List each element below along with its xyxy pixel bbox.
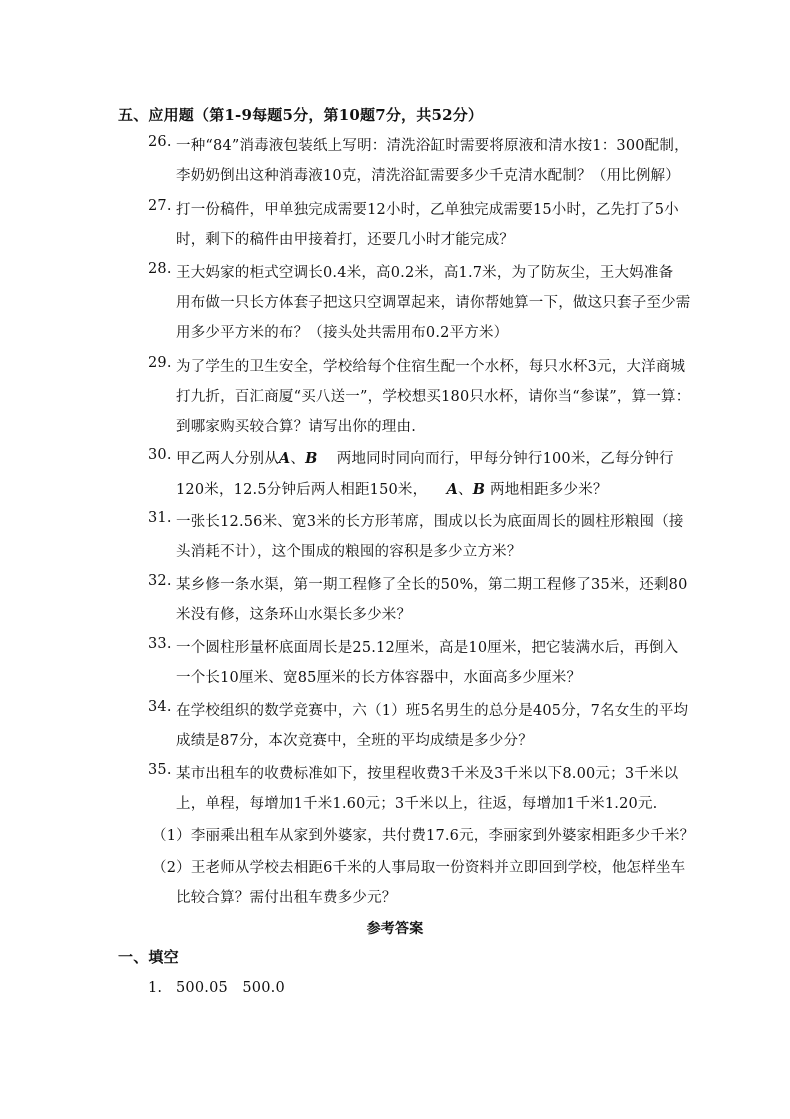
question-number: 28. — [148, 261, 172, 277]
question-text: 打一份稿件，甲单独完成需要12小时，乙单独完成需要15小时，乙先打了5小 — [176, 202, 679, 218]
question-number: 34. — [148, 699, 172, 715]
question-text: 一个圆柱形量杯底面周长是25.12厘米，高是10厘米，把它装满水后，再倒入 — [176, 640, 679, 656]
answers-heading: 参考答案 — [366, 921, 424, 937]
question-text: 一种“84”消毒液包装纸上写明：清洗浴缸时需要将原液和清水按1：300配制， — [176, 138, 689, 154]
question-text: 为了学生的卫生安全，学校给每个住宿生配一个水杯，每只水杯3元，大洋商城 — [176, 359, 686, 375]
question-text: 一张长12.56米、宽3米的长方形苇席，围成以长为底面周长的圆柱形粮囤（接 — [176, 514, 684, 530]
point-a-label: A — [278, 450, 291, 467]
point-b-label: B — [472, 481, 486, 498]
sub-question-2: （2）王老师从学校去相距6千米的人事局取一份资料并立即回到学校，他怎样坐车 — [152, 860, 686, 876]
question-28-line-3: 用多少平方米的布？（接头处共需用布0.2平方米） — [176, 325, 509, 341]
question-31-line-2: 头消耗不计），这个围成的粮囤的容积是多少立方米？ — [176, 544, 522, 560]
question-number: 27. — [148, 198, 172, 214]
sub-question-2-line-2: 比较合算？需付出租车费多少元？ — [176, 890, 397, 906]
question-30-text-b: 两地同时同向而行，甲每分钟行100米，乙每分钟行 — [336, 451, 674, 467]
question-number: 35. — [148, 762, 172, 778]
question-number: 33. — [148, 636, 172, 652]
question-32-line-2: 米没有修，这条环山水渠长多少米？ — [176, 607, 412, 623]
question-29-line-2: 打九折，百汇商厦“买八送一”，学校想买180只水杯，请你当“参谋”，算一算： — [176, 389, 691, 405]
question-text: 王大妈家的柜式空调长0.4米，高0.2米，高1.7米，为了防灰尘，王大妈准备 — [176, 265, 674, 281]
question-text: 某市出租车的收费标准如下，按里程收费3千米及3千米以下8.00元；3千米以 — [176, 766, 679, 782]
question-text — [176, 447, 674, 468]
question-33-line-2: 一个长10厘米、宽85厘米的长方体容器中，水面高多少厘米？ — [176, 670, 582, 686]
question-35-line-2: 上，单程，每增加1千米1.60元；3千米以上，往返，每增加1千米1.20元. — [176, 796, 658, 812]
point-b-label: B — [305, 450, 318, 467]
question-number: 30. — [148, 447, 172, 463]
question-number: 32. — [148, 573, 172, 589]
question-number: 29. — [148, 355, 172, 371]
point-a-label: A — [446, 481, 459, 498]
question-number: 26. — [148, 134, 172, 150]
answer-number: 1. — [148, 980, 163, 996]
answers-section-fill-in: 一、填空 — [118, 948, 179, 966]
question-34-line-2: 成绩是87分，本次竞赛中，全班的平均成绩是多少分？ — [176, 733, 533, 749]
question-text: 在学校组织的数学竞赛中，六（1）班5名男生的总分是405分，7名女生的平均 — [176, 703, 689, 719]
question-30-text-d: 两地相距多少米？ — [490, 482, 608, 498]
sub-question-1: （1）李丽乘出租车从家到外婆家，共付费17.6元，李丽家到外婆家相距多少千米？ — [152, 828, 695, 844]
question-30-text-c: 120米，12.5分钟后两人相距150米， — [176, 482, 428, 498]
question-26-line-2: 李奶奶倒出这种消毒液10克，清洗浴缸需要多少千克清水配制？（用比例解） — [176, 168, 680, 184]
question-text: 某乡修一条水渠，第一期工程修了全长的50%，第二期工程修了35米，还剩80 — [176, 577, 688, 593]
question-28-line-2: 用布做一只长方体套子把这只空调罩起来，请你帮她算一下，做这只套子至少需 — [176, 295, 691, 311]
separator: 、 — [290, 451, 306, 467]
separator: 、 — [458, 482, 473, 498]
question-30-line-2 — [176, 478, 608, 499]
question-number: 31. — [148, 510, 172, 526]
section-title-application: 五、应用题（第1-9每题5分，第10题7分，共52分） — [118, 106, 484, 124]
question-30-text-a: 甲乙两人分别从 — [176, 451, 279, 467]
question-29-line-3: 到哪家购买较合算？请写出你的理由. — [176, 419, 417, 435]
answer-text: 500.05 500.0 — [176, 980, 285, 996]
question-27-line-2: 时，剩下的稿件由甲接着打，还要几小时才能完成？ — [176, 232, 515, 248]
